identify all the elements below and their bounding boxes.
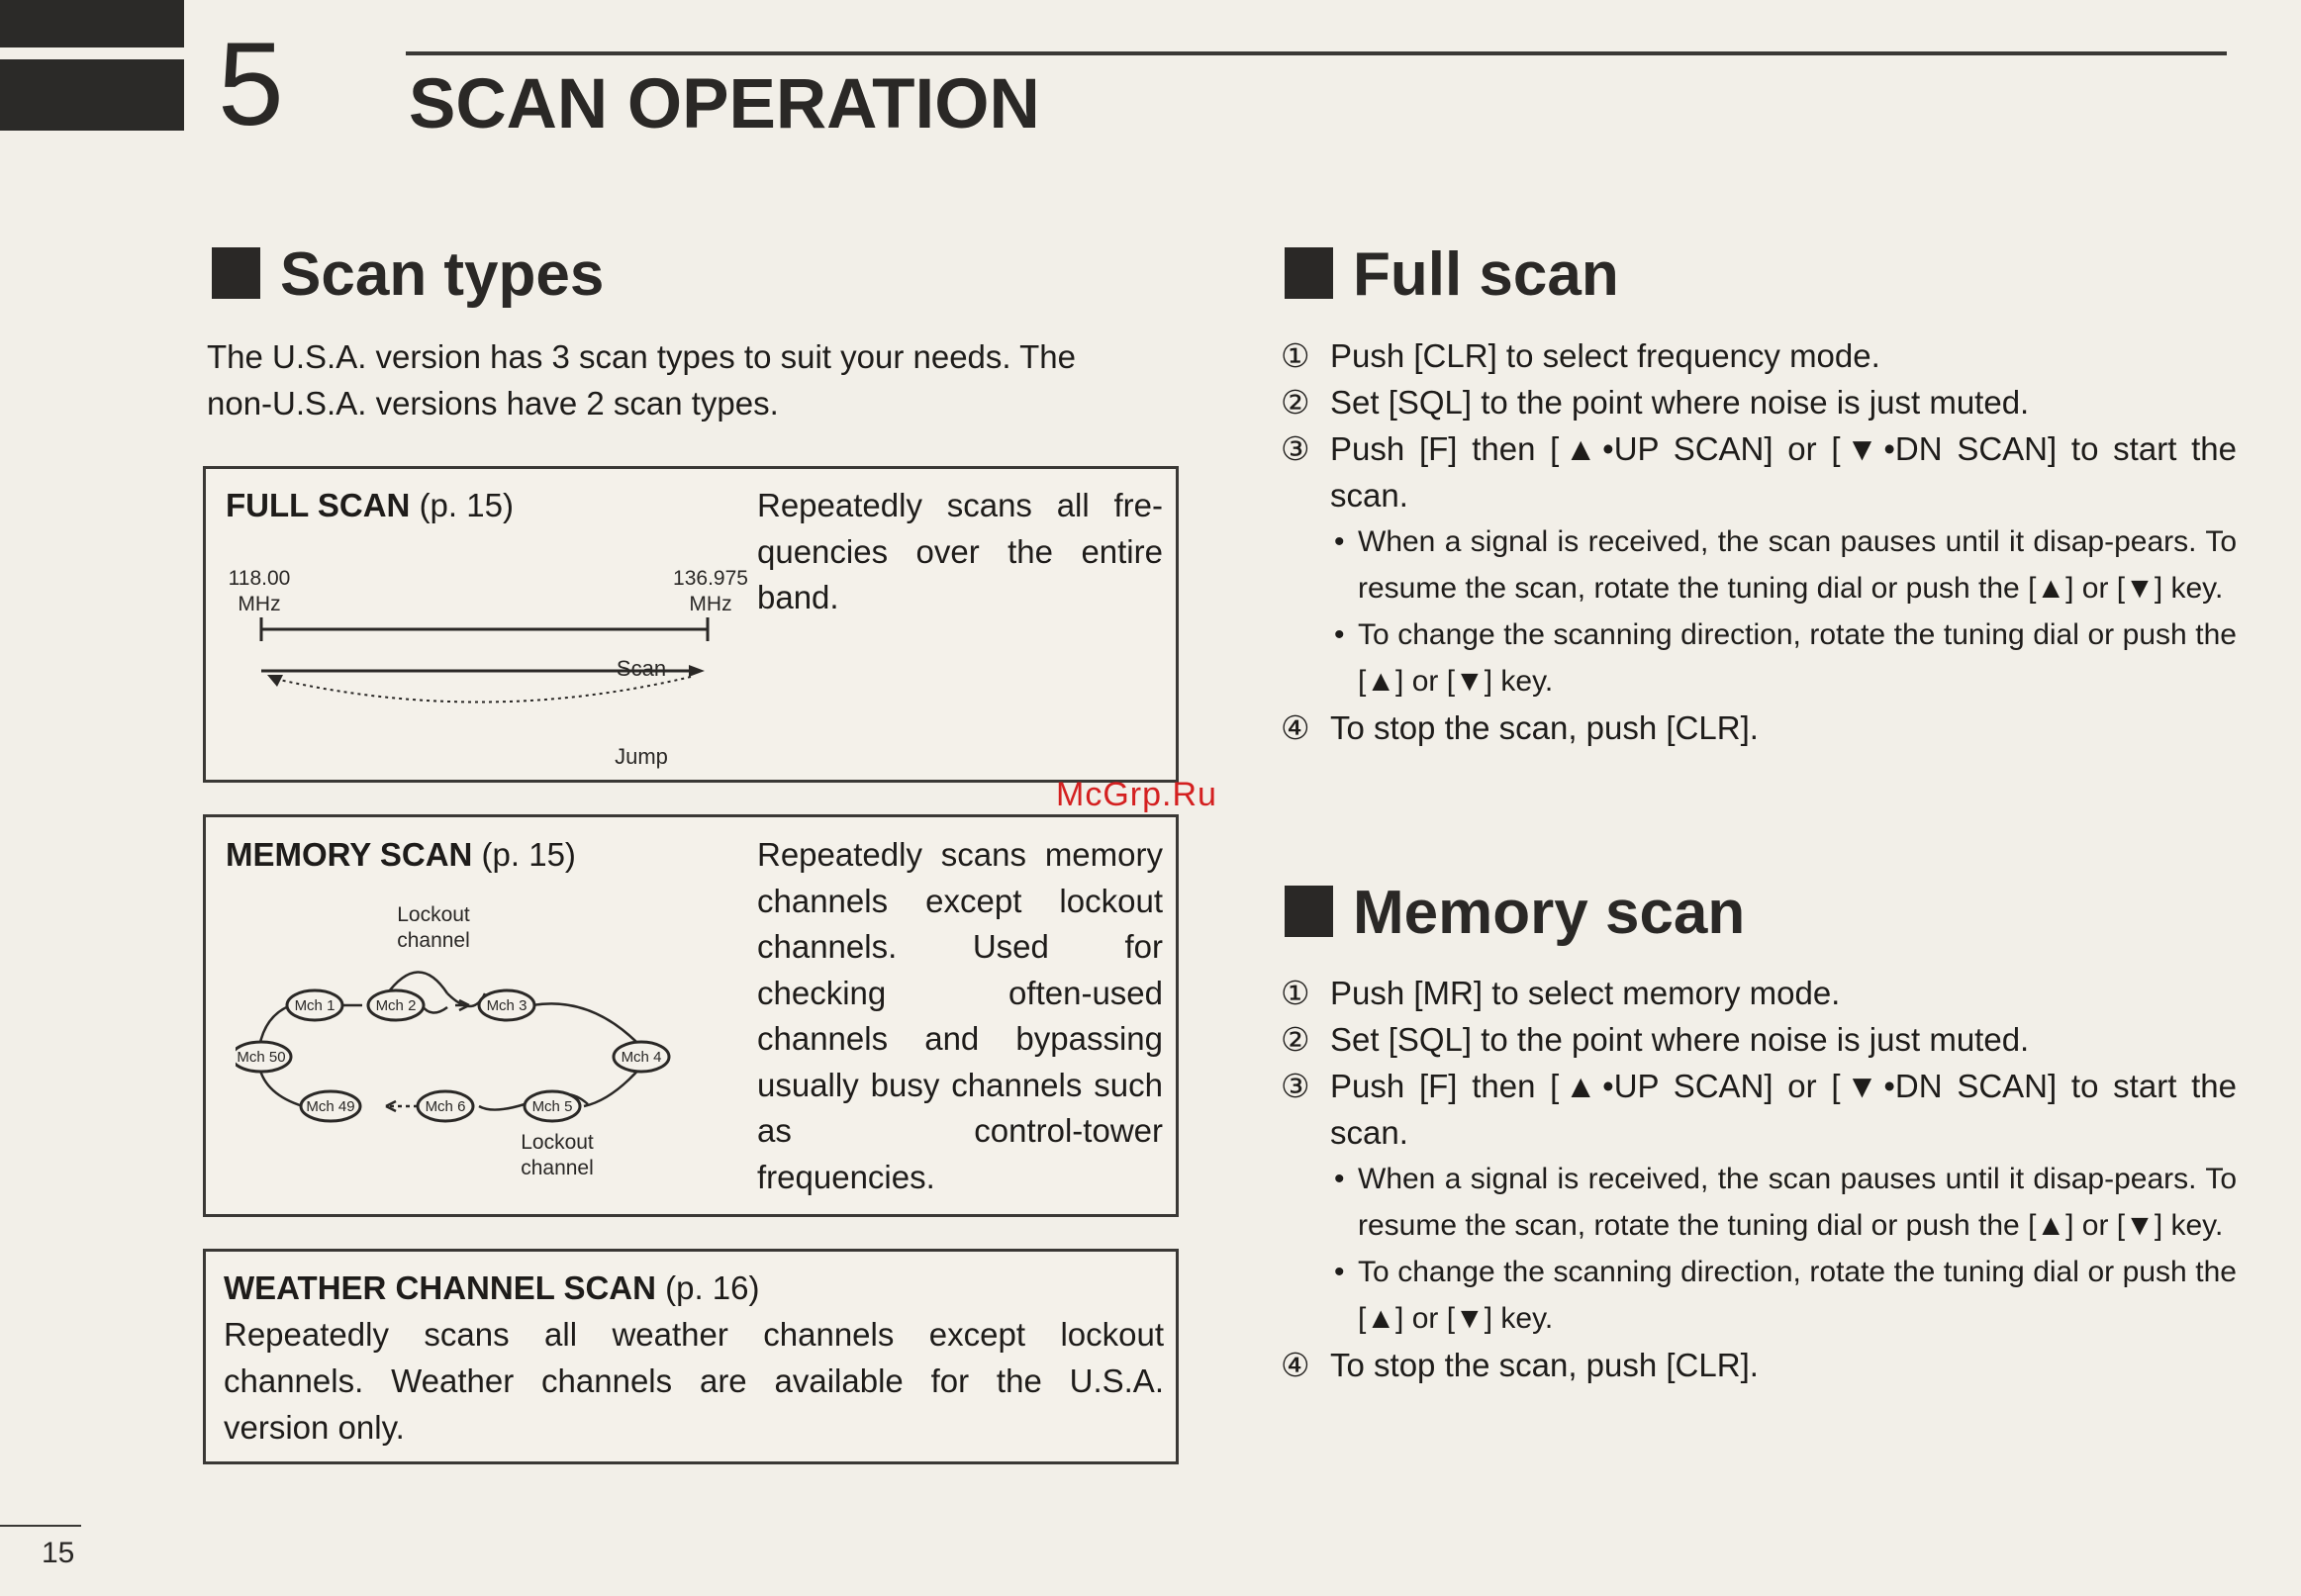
weather-scan-box-title xyxy=(224,1266,760,1311)
full-scan-step-2 xyxy=(1281,379,2237,425)
memory-scan-title: MEMORY SCAN xyxy=(226,836,473,873)
freq-start-label xyxy=(220,566,299,617)
bullet-dot: • xyxy=(1334,618,1345,651)
page-number: 15 xyxy=(42,1537,75,1569)
bullet-text: When a signal is received, the scan pauses until it disap-pears. To resume the scan, rotate the tuning dial or push the [▲] or [▼] key. xyxy=(1358,1163,2237,1242)
lockout-bottom-line-1: Lockout xyxy=(521,1131,594,1154)
header-rule xyxy=(406,51,2227,55)
full-scan-step-4 xyxy=(1281,704,2237,751)
full-scan-page-ref: (p. 15) xyxy=(419,487,514,523)
lockout-top-line-2: channel xyxy=(397,929,470,952)
memory-scan-step-3 xyxy=(1281,1063,2237,1156)
step-text: Set [SQL] to the point where noise is just muted. xyxy=(1330,1021,2030,1058)
mch-2-label: Mch 2 xyxy=(375,997,417,1014)
memory-scan-step-4 xyxy=(1281,1342,2237,1388)
freq-end-unit: MHz xyxy=(689,593,732,615)
memory-scan-heading-text: Memory scan xyxy=(1353,879,1746,947)
bullet-dot: • xyxy=(1334,1256,1345,1288)
weather-line-2: channels. Weather channels are available for the U.S.A. xyxy=(224,1362,1164,1399)
step-text: Push [MR] to select memory mode. xyxy=(1330,975,1841,1011)
full-scan-box-description xyxy=(757,483,1163,621)
step-number: ③ xyxy=(1281,1068,1310,1104)
lockout-top-line-1: Lockout xyxy=(397,903,470,926)
lockout-bottom-line-2: channel xyxy=(521,1157,594,1179)
step-number: ② xyxy=(1281,384,1310,421)
weather-scan-box xyxy=(203,1249,1179,1464)
mch-5-label: Mch 5 xyxy=(531,1098,573,1115)
watermark: McGrp.Ru xyxy=(1056,776,1217,813)
full-scan-box xyxy=(203,466,1179,783)
full-scan-bullet-1 xyxy=(1281,518,2237,611)
memory-scan-box xyxy=(203,814,1179,1217)
full-scan-heading-text: Full scan xyxy=(1353,240,1619,309)
freq-end-value: 136.975 xyxy=(673,567,748,590)
full-scan-box-title xyxy=(226,483,514,528)
full-scan-heading xyxy=(1285,240,1619,310)
scan-types-heading-text: Scan types xyxy=(280,240,605,309)
mch-6-label: Mch 6 xyxy=(425,1098,466,1115)
step-number: ④ xyxy=(1281,709,1310,746)
memory-scan-heading xyxy=(1285,879,1745,948)
chapter-number: 5 xyxy=(218,18,284,150)
bullet-text: To change the scanning direction, rotate the tuning dial or push the [▲] or [▼] key. xyxy=(1358,618,2237,698)
scan-types-intro xyxy=(207,333,1177,426)
scan-types-heading xyxy=(212,240,604,310)
weather-scan-description xyxy=(224,1311,1164,1451)
chapter-tab xyxy=(0,0,184,131)
memory-scan-diagram xyxy=(236,956,750,1134)
memory-scan-page-ref: (p. 15) xyxy=(481,836,576,873)
chapter-tab-divider xyxy=(0,47,184,59)
lockout-label-top xyxy=(384,902,483,954)
memory-scan-description-text: Repeatedly scans memory channels except lockout channels. Used for checking often-used channels and bypassing usually busy channels such as control-tower frequencies. xyxy=(757,836,1163,1195)
mch-50-label: Mch 50 xyxy=(237,1049,286,1066)
weather-line-3: version only. xyxy=(224,1409,405,1446)
step-text: To stop the scan, push [CLR]. xyxy=(1330,1347,1759,1383)
step-number: ④ xyxy=(1281,1347,1310,1383)
heading-square-icon xyxy=(1285,886,1333,937)
memory-scan-box-title xyxy=(226,832,576,878)
step-number: ① xyxy=(1281,337,1310,374)
step-number: ② xyxy=(1281,1021,1310,1058)
bullet-dot: • xyxy=(1334,1163,1345,1195)
full-scan-diagram xyxy=(245,617,720,746)
jump-label: Jump xyxy=(615,744,668,769)
heading-square-icon xyxy=(1285,247,1333,299)
full-scan-step-1 xyxy=(1281,332,2237,379)
weather-scan-title: WEATHER CHANNEL SCAN xyxy=(224,1269,656,1306)
step-number: ① xyxy=(1281,975,1310,1011)
step-text: Push [CLR] to select frequency mode. xyxy=(1330,337,1880,374)
step-text: Push [F] then [▲•UP SCAN] or [▼•DN SCAN] to start the scan. xyxy=(1330,430,2237,514)
memory-scan-step-1 xyxy=(1281,970,2237,1016)
step-text: Set [SQL] to the point where noise is just muted. xyxy=(1330,384,2030,421)
full-scan-step-3 xyxy=(1281,425,2237,518)
full-scan-title: FULL SCAN xyxy=(226,487,411,523)
bullet-text: When a signal is received, the scan pauses until it disap-pears. To resume the scan, rotate the tuning dial or push the [▲] or [▼] key. xyxy=(1358,525,2237,605)
scan-label: Scan xyxy=(616,656,667,681)
memory-scan-steps xyxy=(1281,970,2237,1388)
intro-line-2: non-U.S.A. versions have 2 scan types. xyxy=(207,385,779,422)
mch-4-label: Mch 4 xyxy=(621,1049,662,1066)
heading-square-icon xyxy=(212,247,260,299)
memory-scan-bullet-2 xyxy=(1281,1249,2237,1342)
step-text: To stop the scan, push [CLR]. xyxy=(1330,709,1759,746)
step-number: ③ xyxy=(1281,430,1310,467)
freq-start-unit: MHz xyxy=(238,593,281,615)
mch-3-label: Mch 3 xyxy=(486,997,527,1014)
mch-1-label: Mch 1 xyxy=(294,997,336,1014)
bullet-text: To change the scanning direction, rotate the tuning dial or push the [▲] or [▼] key. xyxy=(1358,1256,2237,1335)
weather-line-1: Repeatedly scans all weather channels except lockout xyxy=(224,1316,1164,1353)
memory-scan-bullet-1 xyxy=(1281,1156,2237,1249)
footer-rule xyxy=(0,1525,81,1527)
intro-line-1: The U.S.A. version has 3 scan types to suit your needs. The xyxy=(207,338,1077,375)
freq-end-label xyxy=(661,566,760,617)
step-text: Push [F] then [▲•UP SCAN] or [▼•DN SCAN] to start the scan. xyxy=(1330,1068,2237,1151)
chapter-title: SCAN OPERATION xyxy=(409,65,1040,143)
full-scan-description-text: Repeatedly scans all fre-quencies over the entire band. xyxy=(757,487,1163,615)
full-scan-bullet-2 xyxy=(1281,611,2237,704)
full-scan-steps xyxy=(1281,332,2237,751)
lockout-label-bottom xyxy=(508,1130,607,1181)
memory-scan-step-2 xyxy=(1281,1016,2237,1063)
freq-start-value: 118.00 xyxy=(228,567,291,590)
weather-scan-page-ref: (p. 16) xyxy=(665,1269,760,1306)
memory-scan-box-description xyxy=(757,832,1163,1200)
mch-49-label: Mch 49 xyxy=(306,1098,355,1115)
bullet-dot: • xyxy=(1334,525,1345,558)
